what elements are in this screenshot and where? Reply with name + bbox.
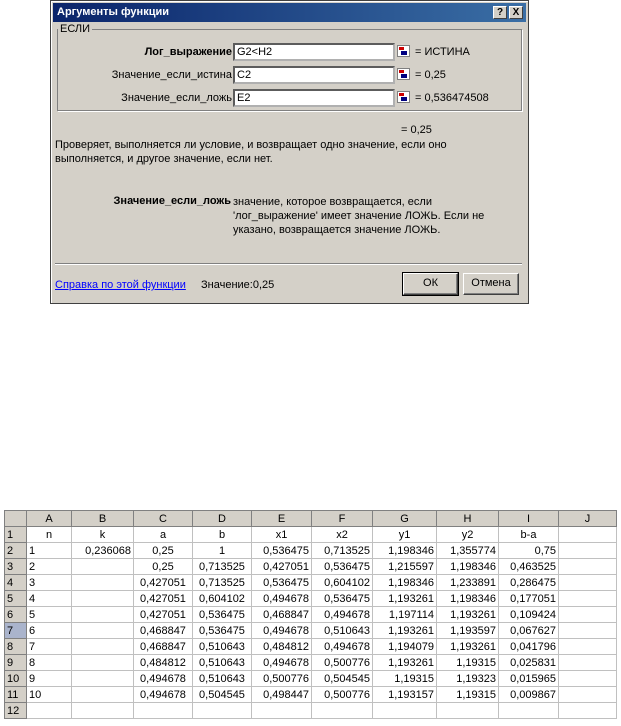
- current-arg-description: значение, которое возвращается, если 'лог_выражение' имеет значение ЛОЖЬ. Если не указано, возвращается значение ЛОЖЬ.: [233, 196, 485, 236]
- table-cell[interactable]: 0,494678: [252, 655, 312, 671]
- table-cell[interactable]: 1,193261: [373, 623, 437, 639]
- table-cell[interactable]: [193, 703, 252, 719]
- table-cell[interactable]: 0,504545: [193, 687, 252, 703]
- table-row: [5, 671, 617, 687]
- collapse-dialog-icon[interactable]: [397, 68, 410, 80]
- table-cell[interactable]: [437, 703, 499, 719]
- table-cell[interactable]: 0,484812: [134, 655, 193, 671]
- table-cell[interactable]: 0,009867: [499, 687, 559, 703]
- column-header[interactable]: E: [252, 511, 312, 527]
- column-header[interactable]: F: [312, 511, 373, 527]
- row-header[interactable]: 11: [5, 687, 27, 703]
- table-cell[interactable]: 0,494678: [134, 687, 193, 703]
- table-cell[interactable]: 0,713525: [312, 543, 373, 559]
- table-cell[interactable]: 1,193261: [437, 607, 499, 623]
- table-cell[interactable]: 0,25: [134, 543, 193, 559]
- table-cell[interactable]: [72, 591, 134, 607]
- table-cell[interactable]: 0,025831: [499, 655, 559, 671]
- ok-button[interactable]: ОК: [403, 273, 458, 295]
- table-cell[interactable]: 0,510643: [312, 623, 373, 639]
- table-cell[interactable]: [559, 591, 617, 607]
- column-header[interactable]: I: [499, 511, 559, 527]
- table-cell[interactable]: 4: [27, 591, 72, 607]
- function-arguments-dialog: [50, 0, 529, 304]
- function-help-link[interactable]: Справка по этой функции: [55, 279, 186, 291]
- table-cell[interactable]: 1,198346: [437, 591, 499, 607]
- table-cell[interactable]: [559, 639, 617, 655]
- table-cell[interactable]: y1: [373, 527, 437, 543]
- table-cell[interactable]: [72, 703, 134, 719]
- table-cell[interactable]: 1,215597: [373, 559, 437, 575]
- table-cell[interactable]: 0,500776: [312, 687, 373, 703]
- table-cell[interactable]: 0,468847: [134, 639, 193, 655]
- table-cell[interactable]: 0,468847: [252, 607, 312, 623]
- arg-result: = 0,25: [415, 69, 446, 81]
- table-cell[interactable]: [559, 575, 617, 591]
- table-cell[interactable]: 0,510643: [193, 639, 252, 655]
- column-header[interactable]: G: [373, 511, 437, 527]
- table-cell[interactable]: [559, 671, 617, 687]
- table-cell[interactable]: 1,19315: [437, 687, 499, 703]
- table-cell[interactable]: 1,355774: [437, 543, 499, 559]
- table-cell[interactable]: [559, 559, 617, 575]
- table-row: [5, 559, 617, 575]
- table-cell[interactable]: 1,19315: [373, 671, 437, 687]
- select-all-corner[interactable]: [5, 511, 27, 527]
- column-header[interactable]: C: [134, 511, 193, 527]
- value-if-true-input[interactable]: C2: [233, 66, 395, 84]
- table-cell[interactable]: 0,427051: [252, 559, 312, 575]
- table-row: [5, 687, 617, 703]
- row-header[interactable]: 6: [5, 607, 27, 623]
- table-cell[interactable]: 1,19315: [437, 655, 499, 671]
- table-cell[interactable]: 0,604102: [312, 575, 373, 591]
- table-row: [5, 575, 617, 591]
- table-cell[interactable]: 0,498447: [252, 687, 312, 703]
- row-header[interactable]: 12: [5, 703, 27, 719]
- table-cell[interactable]: 0,109424: [499, 607, 559, 623]
- table-cell[interactable]: 0,427051: [134, 607, 193, 623]
- table-cell[interactable]: [373, 703, 437, 719]
- collapse-dialog-icon[interactable]: [397, 91, 410, 103]
- table-cell[interactable]: 0,536475: [252, 543, 312, 559]
- table-cell[interactable]: 0,510643: [193, 655, 252, 671]
- arg-row-value-if-false: [51, 89, 521, 109]
- function-description: Проверяет, выполняется ли условие, и возвращает одно значение, если оно выполняется, и другое значение, если нет.: [55, 139, 447, 165]
- arg-row-value-if-true: [51, 66, 521, 86]
- row-header[interactable]: 1: [5, 527, 27, 543]
- table-cell[interactable]: [72, 559, 134, 575]
- dialog-titlebar[interactable]: [53, 3, 526, 22]
- current-arg-name: Значение_если_ложь: [113, 195, 231, 207]
- row-header[interactable]: 8: [5, 639, 27, 655]
- table-cell[interactable]: 2: [27, 559, 72, 575]
- table-cell[interactable]: [559, 543, 617, 559]
- table-cell[interactable]: [559, 607, 617, 623]
- table-cell[interactable]: 1: [193, 543, 252, 559]
- row-header[interactable]: 2: [5, 543, 27, 559]
- table-cell[interactable]: 0,494678: [252, 591, 312, 607]
- column-header[interactable]: D: [193, 511, 252, 527]
- table-row: [5, 591, 617, 607]
- table-cell[interactable]: [27, 703, 72, 719]
- table-cell[interactable]: 0,713525: [193, 559, 252, 575]
- arg-row-logical-test: [51, 43, 521, 63]
- table-cell[interactable]: 0,494678: [312, 607, 373, 623]
- table-cell[interactable]: 0,015965: [499, 671, 559, 687]
- table-cell[interactable]: 1: [27, 543, 72, 559]
- table-cell[interactable]: n: [27, 527, 72, 543]
- arg-label: Значение_если_истина: [111, 69, 232, 81]
- table-cell[interactable]: 0,484812: [252, 639, 312, 655]
- table-row: [5, 607, 617, 623]
- collapse-dialog-icon[interactable]: [397, 45, 410, 57]
- table-cell[interactable]: [559, 703, 617, 719]
- table-cell[interactable]: 0,041796: [499, 639, 559, 655]
- table-cell[interactable]: 1,193597: [437, 623, 499, 639]
- table-cell[interactable]: 5: [27, 607, 72, 623]
- dialog-title: Аргументы функции: [57, 6, 169, 18]
- table-cell[interactable]: [559, 623, 617, 639]
- help-button[interactable]: ?: [493, 6, 507, 19]
- table-cell[interactable]: [72, 671, 134, 687]
- table-cell[interactable]: 0,504545: [312, 671, 373, 687]
- table-cell[interactable]: 1,233891: [437, 575, 499, 591]
- table-cell[interactable]: 0,604102: [193, 591, 252, 607]
- table-cell[interactable]: 0,494678: [134, 671, 193, 687]
- column-header[interactable]: J: [559, 511, 617, 527]
- table-cell[interactable]: [72, 575, 134, 591]
- table-cell[interactable]: 0,536475: [252, 575, 312, 591]
- table-cell[interactable]: [134, 703, 193, 719]
- table-cell[interactable]: 0,536475: [193, 623, 252, 639]
- row-header[interactable]: 3: [5, 559, 27, 575]
- logical-test-input[interactable]: G2<H2: [233, 43, 395, 61]
- table-cell[interactable]: 0,494678: [252, 623, 312, 639]
- table-cell[interactable]: k: [72, 527, 134, 543]
- row-header[interactable]: 5: [5, 591, 27, 607]
- table-row: [5, 703, 617, 719]
- divider: [55, 263, 522, 265]
- table-cell[interactable]: 0,236068: [72, 543, 134, 559]
- spreadsheet-grid: [4, 510, 617, 719]
- cancel-button[interactable]: Отмена: [463, 273, 519, 295]
- table-cell[interactable]: 0,510643: [193, 671, 252, 687]
- table-cell[interactable]: [559, 687, 617, 703]
- table-cell[interactable]: 1,193261: [373, 591, 437, 607]
- table-cell[interactable]: 0,427051: [134, 575, 193, 591]
- table-cell[interactable]: x1: [252, 527, 312, 543]
- arg-label: Значение_если_ложь: [121, 92, 232, 104]
- table-cell[interactable]: [499, 703, 559, 719]
- arg-result: = ИСТИНА: [415, 46, 470, 58]
- column-header[interactable]: A: [27, 511, 72, 527]
- formula-result: = 0,25: [401, 124, 432, 136]
- table-cell[interactable]: 3: [27, 575, 72, 591]
- table-cell[interactable]: 7: [27, 639, 72, 655]
- table-cell[interactable]: 9: [27, 671, 72, 687]
- table-cell[interactable]: 0,536475: [312, 591, 373, 607]
- table-row: [5, 639, 617, 655]
- table-cell[interactable]: [72, 639, 134, 655]
- table-cell[interactable]: 0,286475: [499, 575, 559, 591]
- table-row: [5, 527, 617, 543]
- table-cell[interactable]: 1,193261: [437, 639, 499, 655]
- table-cell[interactable]: 0,494678: [312, 639, 373, 655]
- table-cell[interactable]: 0,536475: [312, 559, 373, 575]
- table-cell[interactable]: 10: [27, 687, 72, 703]
- group-label: ЕСЛИ: [60, 23, 91, 35]
- table-row: [5, 655, 617, 671]
- table-cell[interactable]: 0,067627: [499, 623, 559, 639]
- column-header[interactable]: H: [437, 511, 499, 527]
- table-cell[interactable]: 0,25: [134, 559, 193, 575]
- table-cell[interactable]: 1,198346: [437, 559, 499, 575]
- close-button[interactable]: X: [509, 6, 523, 19]
- table-row: [5, 543, 617, 559]
- table-cell[interactable]: 0,177051: [499, 591, 559, 607]
- column-header[interactable]: B: [72, 511, 134, 527]
- table-cell[interactable]: [72, 607, 134, 623]
- table-cell[interactable]: 1,19323: [437, 671, 499, 687]
- table-cell[interactable]: 1,198346: [373, 575, 437, 591]
- table-cell[interactable]: x2: [312, 527, 373, 543]
- table-cell[interactable]: [72, 623, 134, 639]
- row-header[interactable]: 10: [5, 671, 27, 687]
- table-cell[interactable]: 1,193261: [373, 655, 437, 671]
- table-cell[interactable]: 1,197114: [373, 607, 437, 623]
- table-cell[interactable]: 1,194079: [373, 639, 437, 655]
- table-cell[interactable]: [252, 703, 312, 719]
- table-cell[interactable]: a: [134, 527, 193, 543]
- table-cell[interactable]: 0,536475: [193, 607, 252, 623]
- table-cell[interactable]: 0,427051: [134, 591, 193, 607]
- table-cell[interactable]: 0,500776: [312, 655, 373, 671]
- table-cell[interactable]: [72, 655, 134, 671]
- formula-value: Значение:0,25: [201, 279, 275, 291]
- row-header[interactable]: 4: [5, 575, 27, 591]
- table-cell[interactable]: 1,198346: [373, 543, 437, 559]
- table-cell[interactable]: [559, 527, 617, 543]
- table-cell[interactable]: [312, 703, 373, 719]
- table-cell[interactable]: 0,468847: [134, 623, 193, 639]
- column-header-row: [5, 511, 617, 527]
- table-cell[interactable]: [559, 655, 617, 671]
- table-cell[interactable]: 0,75: [499, 543, 559, 559]
- table-cell[interactable]: 0,713525: [193, 575, 252, 591]
- table-cell[interactable]: 8: [27, 655, 72, 671]
- table-cell[interactable]: b-a: [499, 527, 559, 543]
- row-header[interactable]: 9: [5, 655, 27, 671]
- sheet-body: [5, 527, 617, 719]
- arg-label: Лог_выражение: [144, 46, 232, 58]
- table-cell[interactable]: [72, 687, 134, 703]
- table-cell[interactable]: 0,500776: [252, 671, 312, 687]
- table-cell[interactable]: y2: [437, 527, 499, 543]
- table-cell[interactable]: b: [193, 527, 252, 543]
- row-header[interactable]: 7: [5, 623, 27, 639]
- table-row: [5, 623, 617, 639]
- value-if-false-input[interactable]: E2: [233, 89, 395, 107]
- table-cell[interactable]: 1,193157: [373, 687, 437, 703]
- arg-result: = 0,536474508: [415, 92, 489, 104]
- table-cell[interactable]: 0,463525: [499, 559, 559, 575]
- table-cell[interactable]: 6: [27, 623, 72, 639]
